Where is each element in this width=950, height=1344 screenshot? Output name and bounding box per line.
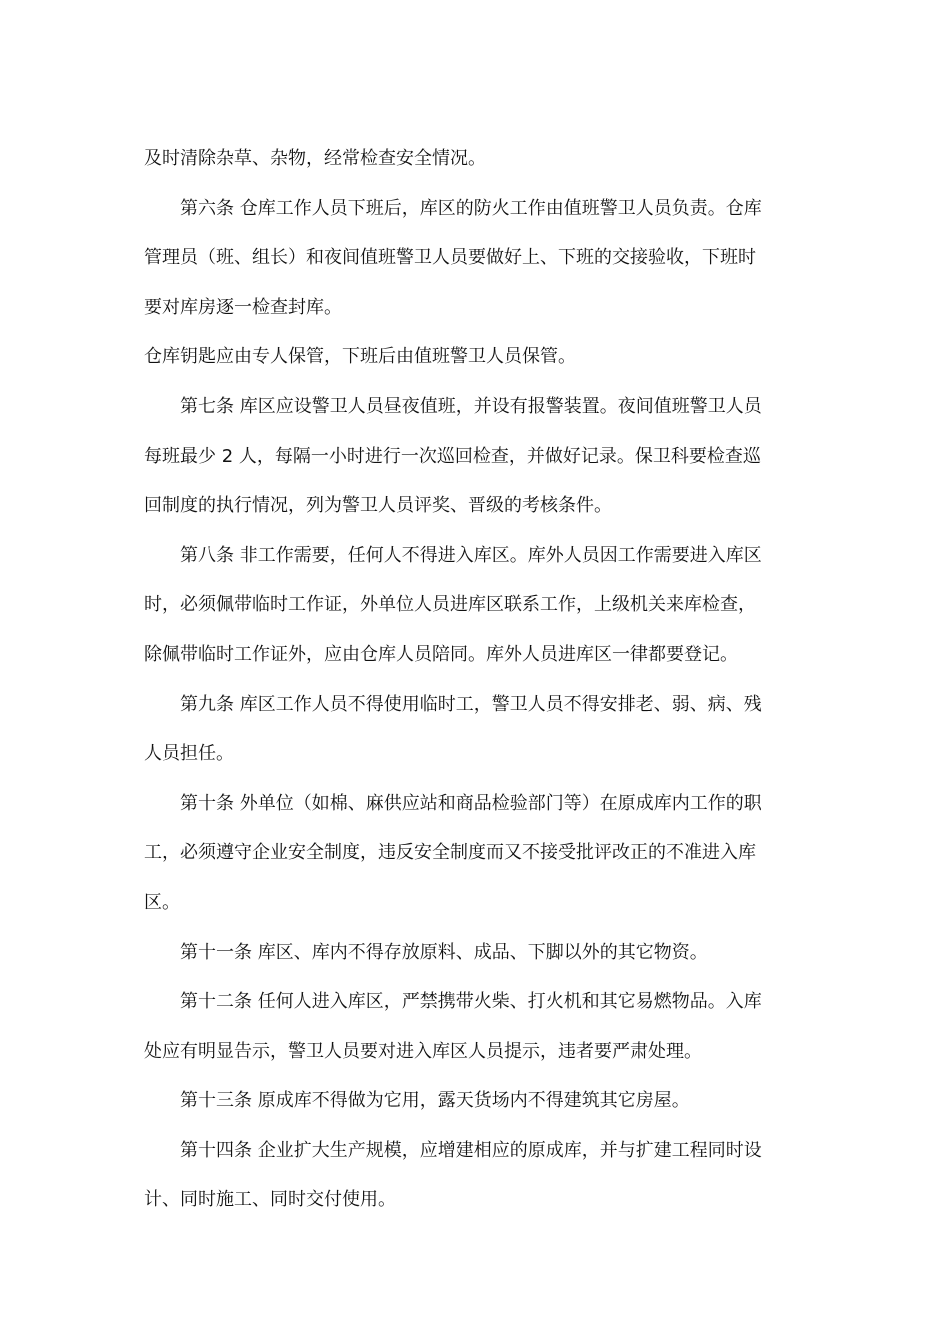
text-line: 第八条 非工作需要，任何人不得进入库区。库外人员因工作需要进入库区 (180, 544, 762, 566)
text-line: 第七条 库区应设警卫人员昼夜值班，并设有报警装置。夜间值班警卫人员 (180, 395, 762, 417)
text-line: 第十一条 库区、库内不得存放原料、成品、下脚以外的其它物资。 (180, 941, 708, 963)
text-line: 管理员（班、组长）和夜间值班警卫人员要做好上、下班的交接验收，下班时 (144, 247, 756, 269)
text-line: 第十四条 企业扩大生产规模，应增建相应的原成库，并与扩建工程同时设 (180, 1139, 762, 1161)
text-line: 第九条 库区工作人员不得使用临时工，警卫人员不得安排老、弱、病、残 (180, 693, 762, 715)
text-line: 仓库钥匙应由专人保管，下班后由值班警卫人员保管。 (144, 346, 576, 368)
text-line: 第六条 仓库工作人员下班后，库区的防火工作由值班警卫人员负责。仓库 (180, 197, 762, 219)
text-line: 除佩带临时工作证外，应由仓库人员陪同。库外人员进库区一律都要登记。 (144, 643, 738, 665)
text-line: 第十三条 原成库不得做为它用，露天货场内不得建筑其它房屋。 (180, 1090, 690, 1112)
document-body (144, 134, 808, 1225)
text-line: 每班最少 2 人，每隔一小时进行一次巡回检查，并做好记录。保卫科要检查巡 (144, 445, 761, 467)
text-line: 工，必须遵守企业安全制度，违反安全制度而又不接受批评改正的不准进入库 (144, 842, 756, 864)
text-line: 处应有明显告示，警卫人员要对进入库区人员提示，违者要严肃处理。 (144, 1040, 702, 1062)
text-line: 及时清除杂草、杂物，经常检查安全情况。 (144, 148, 486, 169)
text-line: 计、同时施工、同时交付使用。 (144, 1189, 396, 1211)
text-line: 第十二条 任何人进入库区，严禁携带火柴、打火机和其它易燃物品。入库 (180, 991, 762, 1013)
text-line: 要对库房逐一检查封库。 (144, 296, 342, 318)
text-line: 区。 (144, 891, 180, 913)
text-line: 人员担任。 (144, 743, 234, 765)
text-line: 时，必须佩带临时工作证，外单位人员进库区联系工作，上级机关来库检查， (144, 594, 756, 616)
text-line: 回制度的执行情况，列为警卫人员评奖、晋级的考核条件。 (144, 495, 612, 517)
text-line: 第十条 外单位（如棉、麻供应站和商品检验部门等）在原成库内工作的职 (180, 792, 762, 814)
